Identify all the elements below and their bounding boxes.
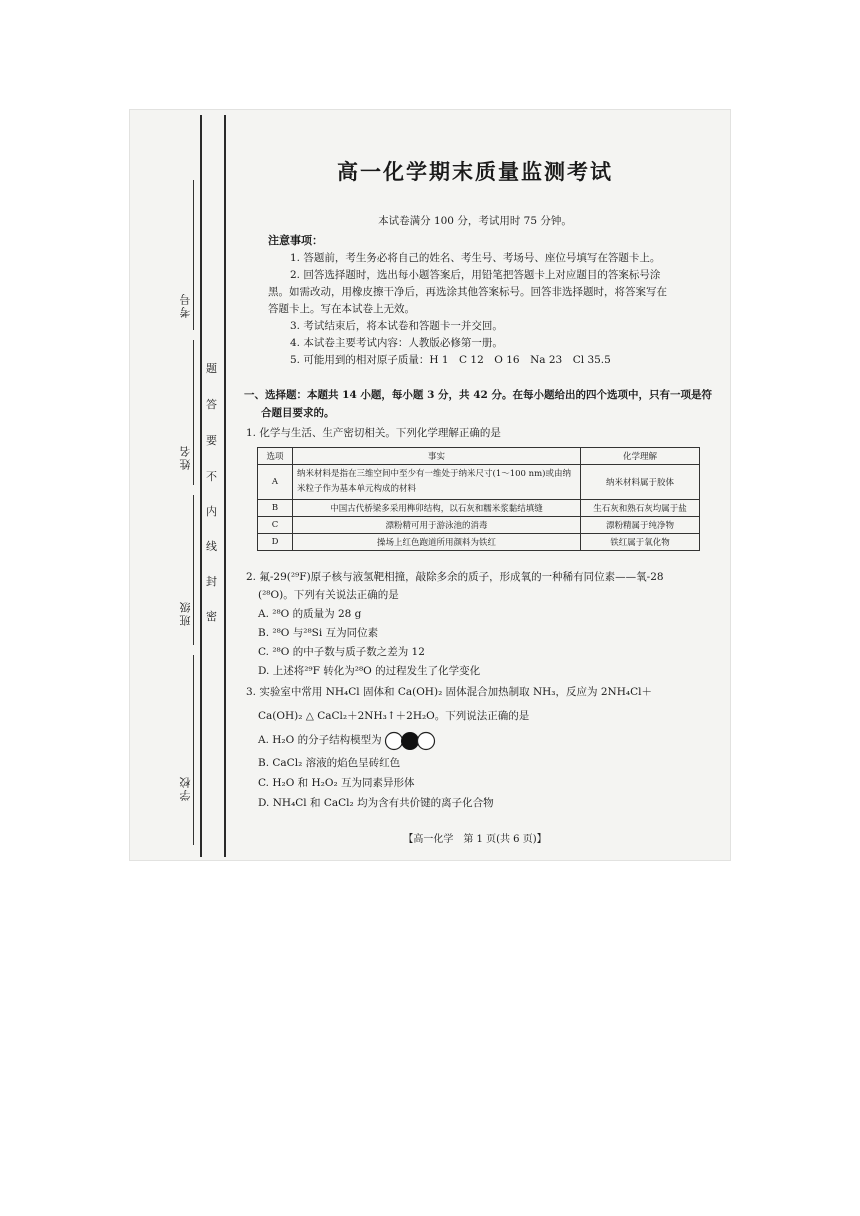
notice-line: 1. 答题前，考生务必将自己的姓名、考生号、考场号、座位号填写在答题卡上。 xyxy=(290,252,661,264)
fact-cell: 中国古代桥梁多采用榫卯结构，以石灰和糯米浆黏结填缝 xyxy=(293,500,581,517)
question-2-option: B. ²⁸O 与²⁸Si 互为同位素 xyxy=(258,627,379,639)
notice-line: 4. 本试卷主要考试内容：人教版必修第一册。 xyxy=(290,337,503,349)
notice-line: 黑。如需改动，用橡皮擦干净后，再选涂其他答案标号。回答非选择题时，将答案写在 xyxy=(268,286,667,298)
option-cell: D xyxy=(258,534,293,551)
table-row xyxy=(258,534,700,551)
table-header-cell: 事实 xyxy=(293,448,581,465)
understanding-cell: 漂粉精属于纯净物 xyxy=(581,517,700,534)
water-molecule-model-icon xyxy=(384,731,436,751)
question-2-option: C. ²⁸O 的中子数与质子数之差为 12 xyxy=(258,646,425,658)
name-label: 姓名 xyxy=(179,444,192,470)
table-header-cell: 选项 xyxy=(258,448,293,465)
exam-title: 高一化学期末质量监测考试 xyxy=(337,160,613,184)
seal-notice-char: 不 xyxy=(206,470,217,483)
class-line xyxy=(193,495,194,645)
seal-notice-char: 密 xyxy=(206,610,217,623)
notice-line: 2. 回答选择题时，选出每小题答案后，用铅笔把答题卡上对应题目的答案标号涂 xyxy=(290,269,661,281)
school-label: 学校 xyxy=(179,775,192,801)
seal-notice-char: 内 xyxy=(206,505,217,518)
question-3-option: B. CaCl₂ 溶液的焰色呈砖红色 xyxy=(258,757,401,769)
fact-cell: 纳米材料是指在三维空间中至少有一维处于纳米尺寸(1～100 nm)或由纳米粒子作为基本单元构成的材料 xyxy=(293,465,581,500)
seal-notice-char: 封 xyxy=(206,575,217,588)
notice-heading: 注意事项： xyxy=(268,234,323,247)
understanding-cell: 纳米材料属于胶体 xyxy=(581,465,700,500)
table-row xyxy=(258,465,700,500)
question-3-option: D. NH₄Cl 和 CaCl₂ 均为含有共价键的离子化合物 xyxy=(258,797,494,809)
exam-number-line xyxy=(193,180,194,330)
question-1-stem: 1. 化学与生活、生产密切相关。下列化学理解正确的是 xyxy=(246,427,501,439)
table-row xyxy=(258,517,700,534)
understanding-cell: 铁红属于氧化物 xyxy=(581,534,700,551)
question-2-stem: 2. 氟-29(²⁹F)原子核与液氢靶相撞，敲除多余的质子，形成氧的一种稀有同位素——氧-28 xyxy=(246,571,664,583)
seal-notice-char: 要 xyxy=(206,434,217,447)
question-3-option: C. H₂O 和 H₂O₂ 互为同素异形体 xyxy=(258,777,415,789)
section-heading: 一、选择题：本题共 14 小题，每小题 3 分，共 42 分。在每小题给出的四个选项中，只有一项是符 xyxy=(244,389,712,401)
seal-notice-char: 答 xyxy=(206,398,217,411)
question-1-table xyxy=(257,447,700,551)
binding-line-inner xyxy=(224,115,226,857)
option-cell: C xyxy=(258,517,293,534)
question-3-option: A. H₂O 的分子结构模型为 xyxy=(258,734,382,746)
exam-subtitle: 本试卷满分 100 分，考试用时 75 分钟。 xyxy=(378,215,572,227)
notice-line: 答题卡上。写在本试卷上无效。 xyxy=(268,303,415,315)
question-2-option: A. ²⁸O 的质量为 28 g xyxy=(258,608,362,620)
name-line xyxy=(193,340,194,485)
table-header-cell: 化学理解 xyxy=(581,448,700,465)
table-row xyxy=(258,500,700,517)
fact-cell: 漂粉精可用于游泳池的消毒 xyxy=(293,517,581,534)
question-2-option: D. 上述将²⁹F 转化为²⁸O 的过程发生了化学变化 xyxy=(258,665,481,677)
option-cell: A xyxy=(258,465,293,500)
class-label: 班级 xyxy=(179,600,192,626)
question-3-stem-cont: Ca(OH)₂ △ CaCl₂＋2NH₃↑＋2H₂O。下列说法正确的是 xyxy=(258,710,530,722)
notice-line: 3. 考试结束后，将本试卷和答题卡一并交回。 xyxy=(290,320,503,332)
option-cell: B xyxy=(258,500,293,517)
fact-cell: 操场上红色跑道所用颜料为铁红 xyxy=(293,534,581,551)
notice-line: 5. 可能用到的相对原子质量：H 1 C 12 O 16 Na 23 Cl 35.5 xyxy=(290,354,611,366)
table-header-row xyxy=(258,448,700,465)
question-2-stem-cont: (²⁸O)。下列有关说法正确的是 xyxy=(258,589,399,601)
binding-line-outer xyxy=(200,115,202,857)
understanding-cell: 生石灰和熟石灰均属于盐 xyxy=(581,500,700,517)
school-line xyxy=(193,655,194,845)
question-3-stem: 3. 实验室中常用 NH₄Cl 固体和 Ca(OH)₂ 固体混合加热制取 NH₃，反应为 2NH₄Cl＋ xyxy=(246,686,652,698)
section-heading-cont: 合题目要求的。 xyxy=(261,407,335,419)
exam-number-label: 考号 xyxy=(179,292,192,318)
page-footer: 【高一化学 第 1 页(共 6 页)】 xyxy=(403,834,547,845)
seal-notice-char: 题 xyxy=(206,362,217,375)
seal-notice-char: 线 xyxy=(206,540,217,553)
